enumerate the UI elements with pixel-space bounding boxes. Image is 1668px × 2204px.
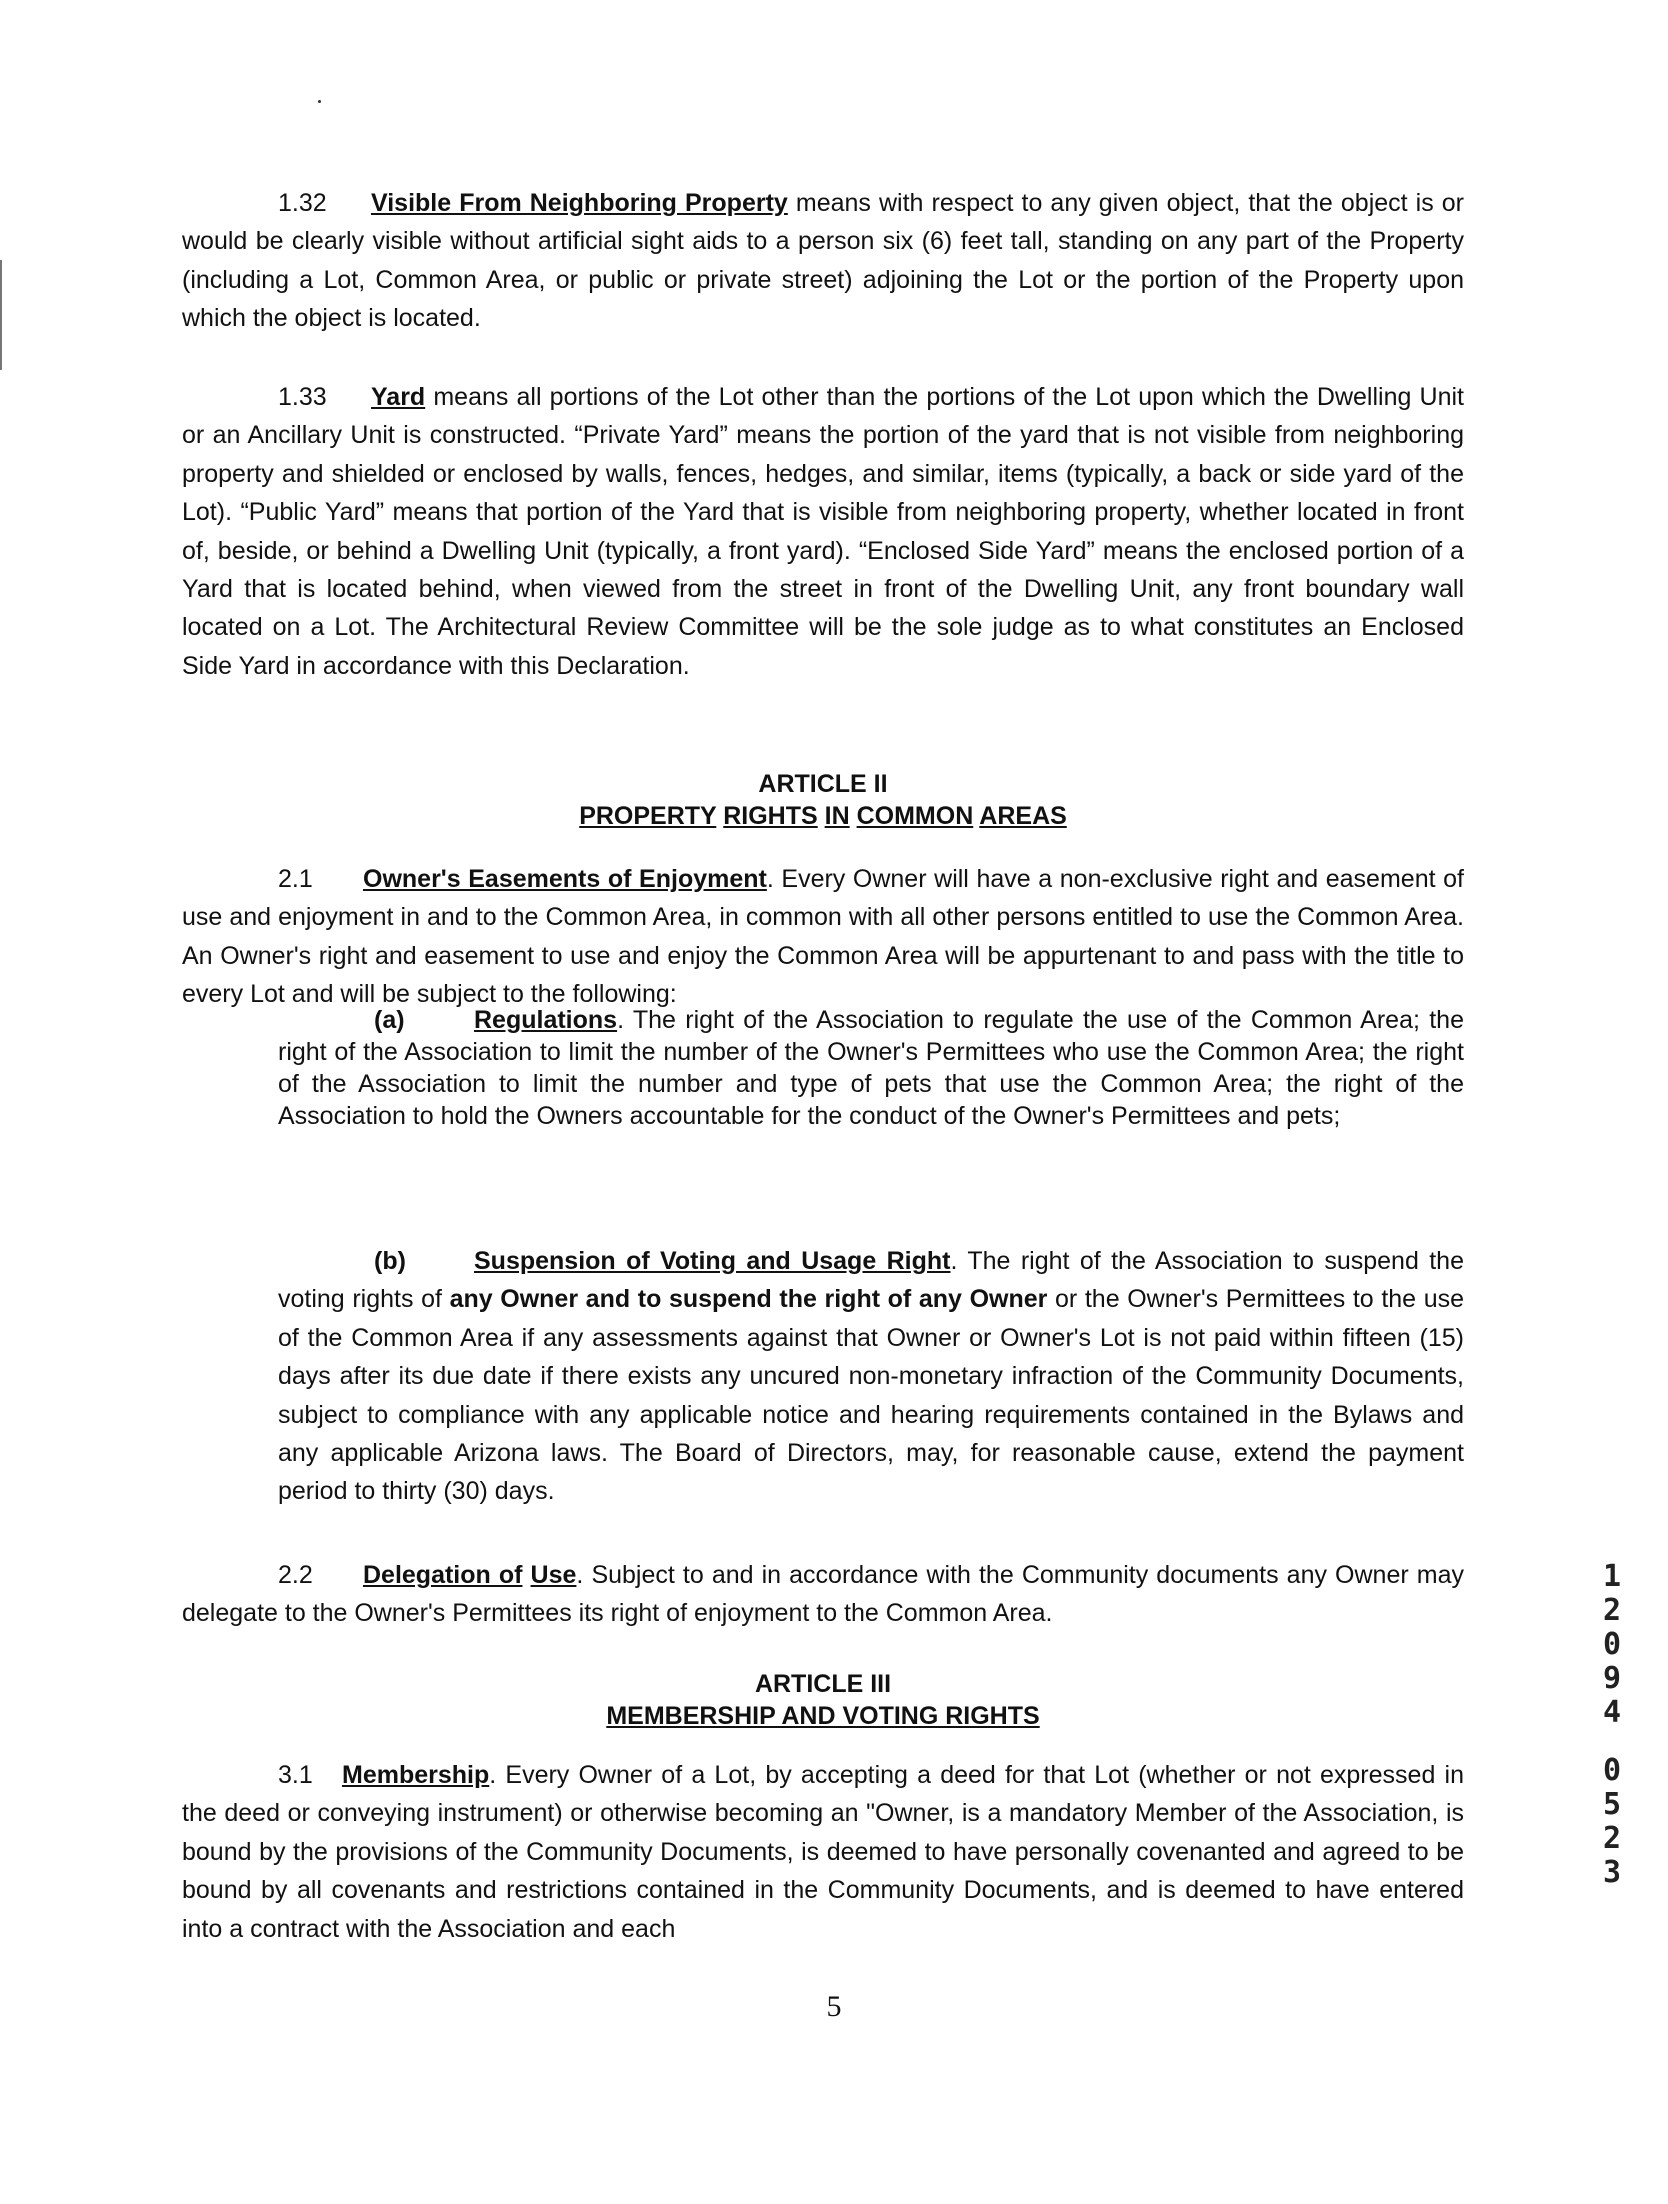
- page-number: 5: [826, 1990, 842, 2023]
- article-title-word: COMMON: [856, 802, 974, 830]
- scan-speck: [318, 100, 321, 103]
- section-number: 1.32: [278, 189, 327, 217]
- article-title: [182, 800, 1464, 832]
- stamp-digit: 0: [1602, 1753, 1622, 1788]
- article-title: MEMBERSHIP AND VOTING RIGHTS: [606, 1702, 1040, 1730]
- section-heading: Owner's Easements of Enjoyment: [363, 865, 767, 893]
- article-2-heading: [182, 768, 1464, 832]
- section-heading: Regulations: [474, 1006, 618, 1034]
- section-number: 2.2: [278, 1561, 313, 1589]
- section-heading: Visible From Neighboring Property: [371, 189, 788, 217]
- stamp-digit: 1: [1602, 1559, 1622, 1594]
- section-1-33: [182, 378, 1464, 685]
- stamp-digit: 3: [1602, 1855, 1622, 1890]
- section-bold-text: any Owner and to suspend the right of any Owner: [449, 1285, 1048, 1314]
- section-text: . Subject to and in accordance with the Community documents any Owner may delegate to the Owner's Permittees its right of enjoyment to the Common Area.: [182, 1561, 1464, 1628]
- section-2-2: [182, 1556, 1464, 1633]
- article-label: ARTICLE II: [758, 770, 888, 798]
- stamp-digit: 4: [1602, 1695, 1622, 1730]
- section-heading: Delegation of: [363, 1561, 523, 1589]
- recording-number-stamp: [1592, 1560, 1632, 1730]
- article-title-word: AREAS: [979, 802, 1067, 830]
- section-text: means all portions of the Lot other than the portions of the Lot upon which the Dwelling Unit or an Ancillary Unit is constructed. “Private Yard” means the portion of the yard that is not visible from neighboring property and shielded or enclosed by walls, fences, hedges, and similar, items (typically, a back or side yard of the Lot). “Public Yard” means that portion of the Yard that is visible from neighboring property, whether located in front of, beside, or behind a Dwelling Unit (typically, a front yard). “Enclosed Side Yard” means the enclosed portion of a Yard that is located behind, when viewed from the street in front of the Dwelling Unit, any front boundary wall located on a Lot. The Architectural Review Committee will be the sole judge as to what constitutes an Enclosed Side Yard in accordance with this Declaration.: [182, 383, 1464, 680]
- section-text: . The right of the Association to suspend the voting rights of: [278, 1247, 1464, 1314]
- section-2-1-a: [278, 1004, 1464, 1132]
- section-2-1-b: [278, 1242, 1464, 1511]
- article-title-word: PROPERTY: [579, 802, 717, 830]
- section-3-1: [182, 1756, 1464, 1948]
- stamp-digit: 9: [1602, 1661, 1622, 1696]
- section-2-1: [182, 860, 1464, 1014]
- stamp-digit: 0: [1602, 1627, 1622, 1662]
- scan-edge-mark: [0, 260, 2, 370]
- section-number: 1.33: [278, 383, 327, 411]
- section-heading: Membership: [342, 1761, 490, 1789]
- section-number: (b): [374, 1247, 406, 1275]
- section-text: means with respect to any given object, that the object is or would be clearly visible without artificial sight aids to a person six (6) feet tall, standing on any part of the Property (including a Lot, Common Area, or public or private street) adjoining the Lot or the portion of the Property upon which the object is located.: [182, 189, 1464, 333]
- stamp-digit: 2: [1602, 1593, 1622, 1628]
- section-number: 2.1: [278, 865, 313, 893]
- section-heading: Use: [530, 1561, 577, 1589]
- section-text: . The right of the Association to regulate the use of the Common Area; the right of the Association to limit the number of the Owner's Permittees who use the Common Area; the right of the Association to limit the number and type of pets that use the Common Area; the right of the Association to hold the Owners accountable for the conduct of the Owner's Permittees and pets;: [278, 1006, 1464, 1130]
- recording-number-stamp-2: [1592, 1754, 1632, 1890]
- section-number: (a): [374, 1006, 405, 1034]
- section-1-32: [182, 184, 1464, 338]
- section-number: 3.1: [278, 1761, 313, 1789]
- article-3-heading: [182, 1668, 1464, 1732]
- article-label: ARTICLE III: [754, 1670, 892, 1698]
- article-title-word: RIGHTS: [723, 802, 818, 830]
- article-title-word: IN: [824, 802, 850, 830]
- section-heading: Yard: [371, 383, 426, 411]
- stamp-digit: 2: [1602, 1821, 1622, 1856]
- section-heading: Suspension of Voting and Usage Right: [474, 1247, 951, 1275]
- section-text: . Every Owner will have a non-exclusive right and easement of use and enjoyment in and to the Common Area, in common with all other persons entitled to use the Common Area. An Owner's right and easement to use and enjoy the Common Area will be appurtenant to and pass with the title to every Lot and will be subject to the following:: [182, 865, 1464, 1009]
- section-text: or the Owner's Permittees to the use of the Common Area if any assessments against that Owner or Owner's Lot is not paid within fifteen (15) days after its due date if there exists any uncured non-monetary infraction of the Community Documents, subject to compliance with any applicable notice and hearing requirements contained in the Bylaws and any applicable Arizona laws. The Board of Directors, may, for reasonable cause, extend the payment period to thirty (30) days.: [278, 1285, 1464, 1506]
- section-text: . Every Owner of a Lot, by accepting a deed for that Lot (whether or not expressed in the deed or conveying instrument) or otherwise becoming an "Owner, is a mandatory Member of the Association, is bound by the provisions of the Community Documents, is deemed to have personally covenanted and agreed to be bound by all covenants and restrictions contained in the Community Documents, and is deemed to have entered into a contract with the Association and each: [182, 1761, 1464, 1943]
- stamp-digit: 5: [1602, 1787, 1622, 1822]
